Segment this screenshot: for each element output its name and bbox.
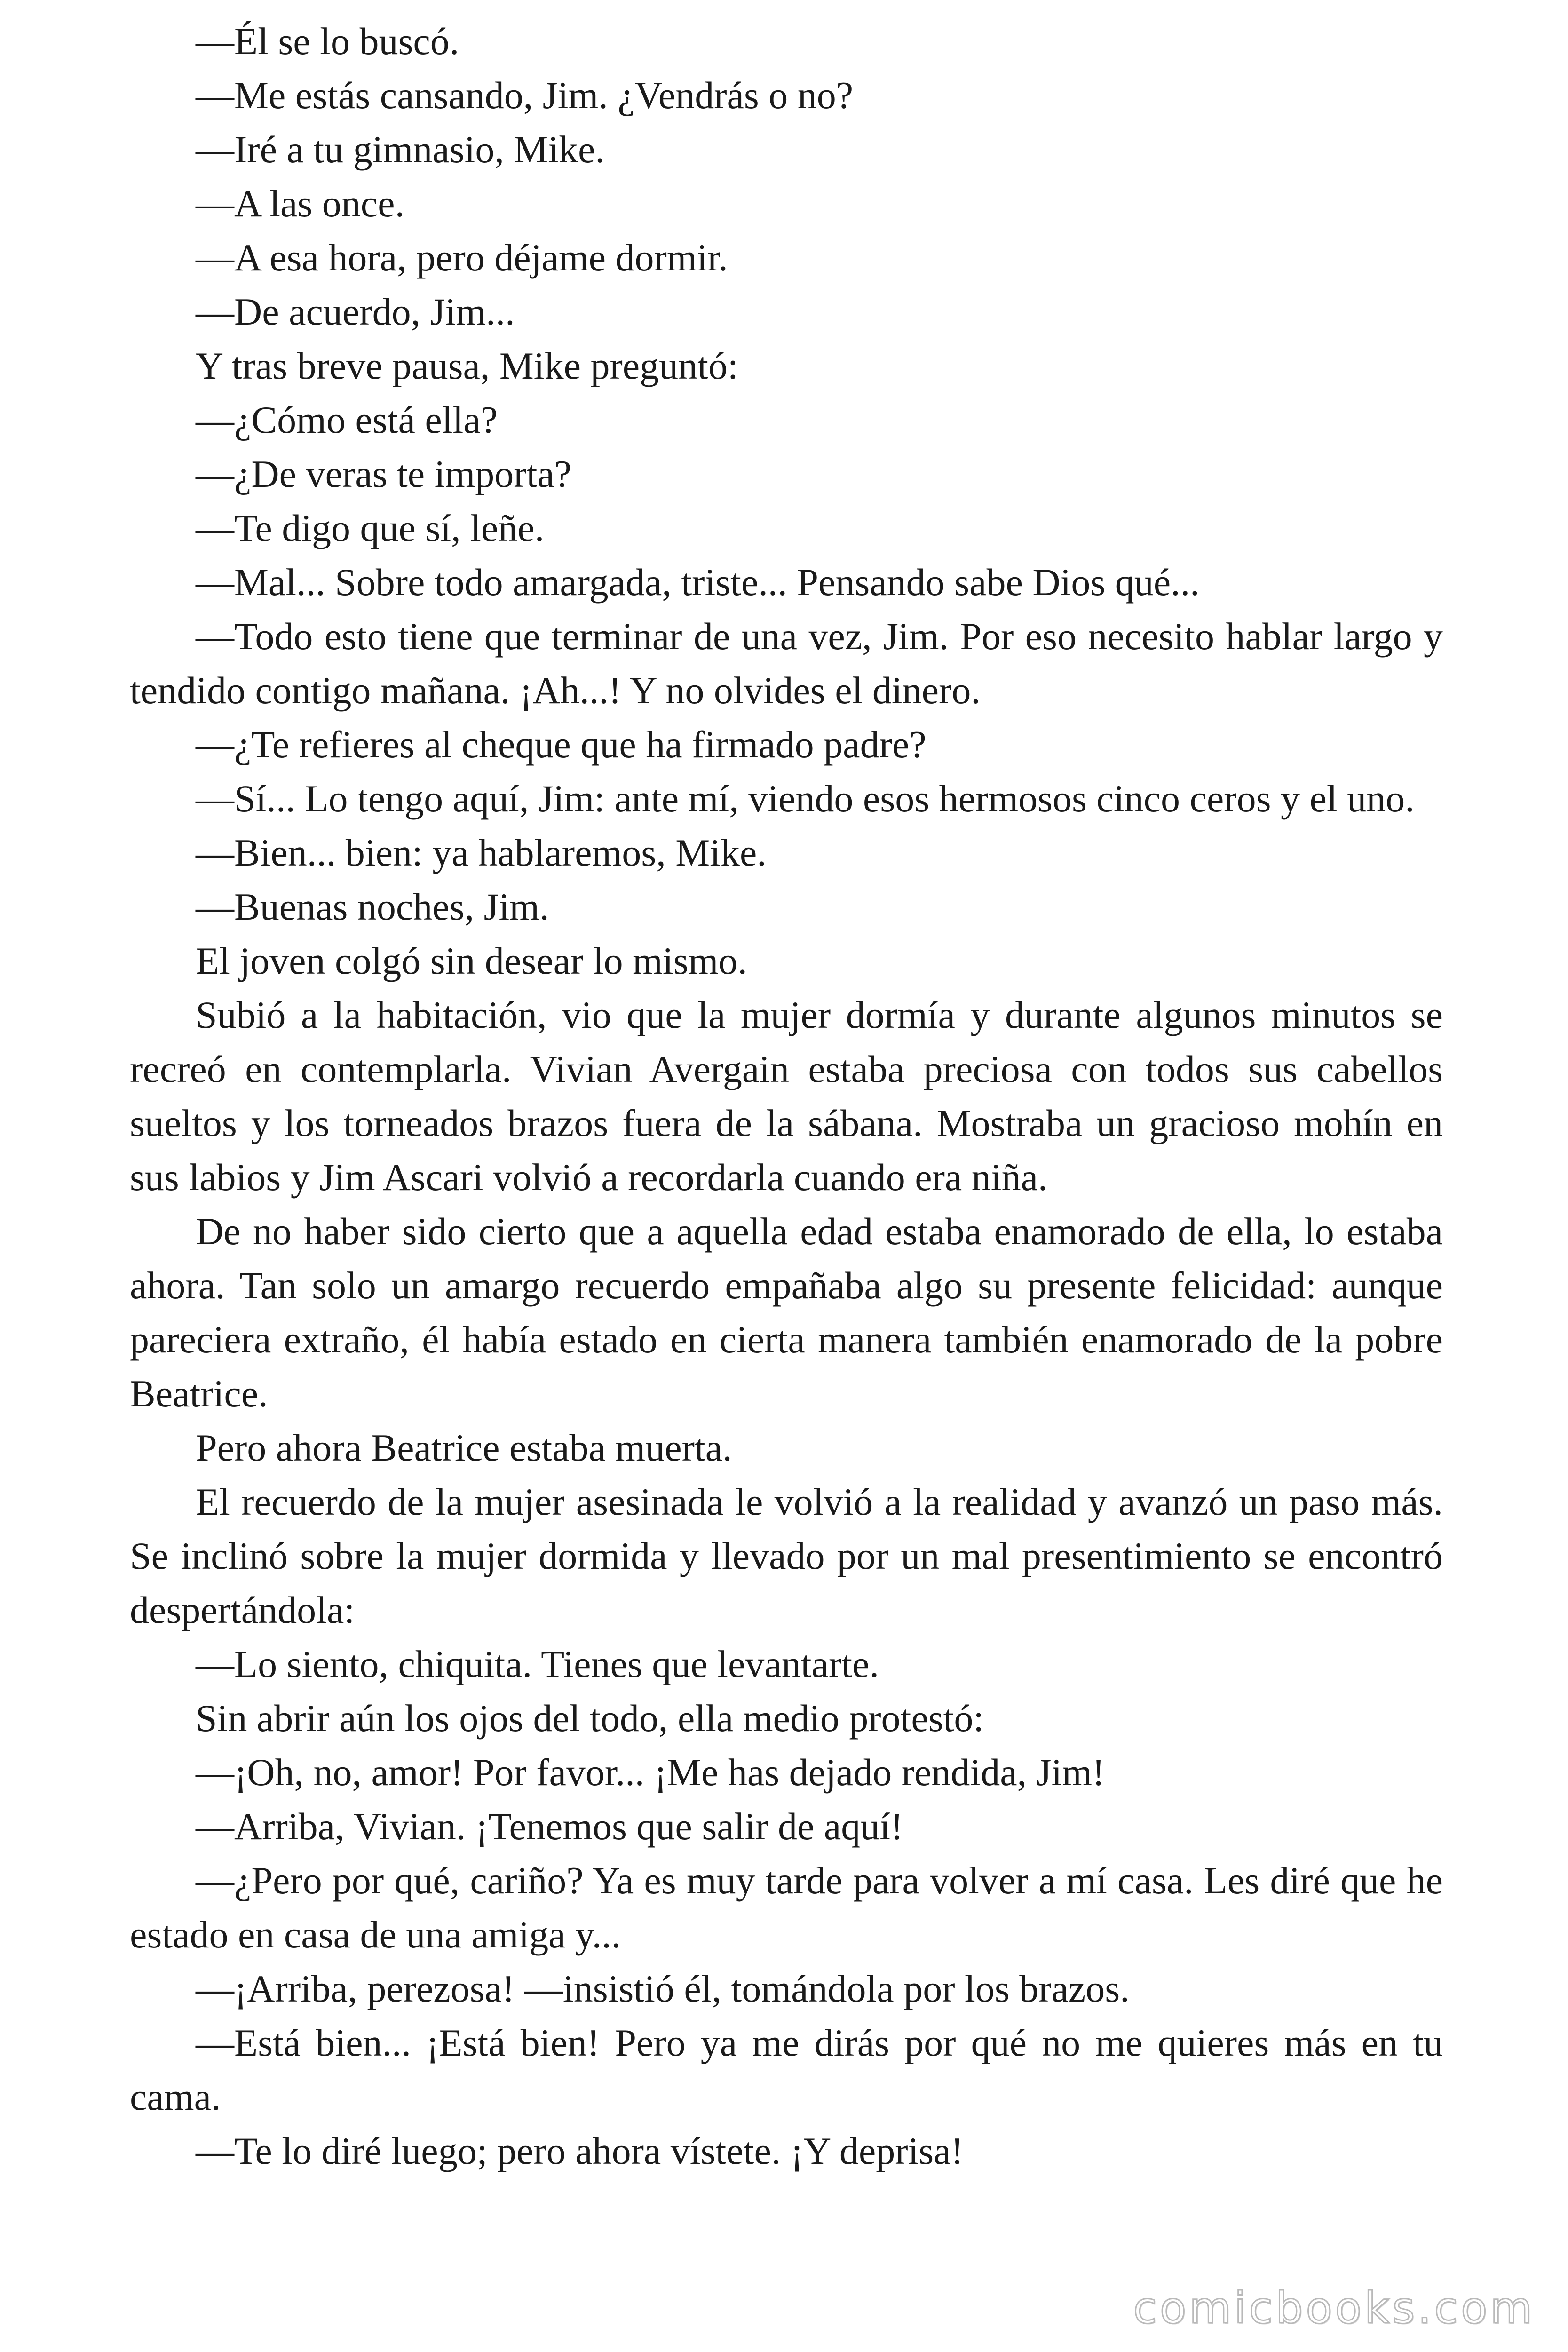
paragraph: —¿Te refieres al cheque que ha firmado padre? (196, 723, 927, 766)
paragraph: —¿De veras te importa? (196, 453, 572, 495)
paragraph: —Arriba, Vivian. ¡Tenemos que salir de aquí! (196, 1805, 903, 1848)
paragraph: —Lo siento, chiquita. Tienes que levantarte. (196, 1643, 879, 1685)
paragraph: Sin abrir aún los ojos del todo, ella medio protestó: (196, 1697, 984, 1740)
watermark: comicbooks.com (1133, 2283, 1535, 2333)
paragraph: —Él se lo buscó. (196, 20, 459, 63)
paragraph: —Te lo diré luego; pero ahora vístete. ¡Y deprisa! (196, 2130, 964, 2172)
paragraph: —¡Oh, no, amor! Por favor... ¡Me has dejado rendida, Jim! (196, 1751, 1105, 1794)
paragraph: El recuerdo de la mujer asesinada le volvió a la realidad y avanzó un paso más. Se inclinó sobre la mujer dormida y llevado por un mal presentimiento se encontró despertándola: (130, 1480, 1443, 1631)
paragraph: —Sí... Lo tengo aquí, Jim: ante mí, viendo esos hermosos cinco ceros y el uno. (196, 777, 1415, 820)
paragraph: —Te digo que sí, leñe. (196, 507, 545, 549)
paragraph: De no haber sido cierto que a aquella edad estaba enamorado de ella, lo estaba ahora. Tan solo un amargo recuerdo empañaba algo su presente felicidad: aunque pareciera extraño, él había estado en cierta manera también enamorado de la pobre Beatrice. (130, 1210, 1443, 1415)
paragraph: Pero ahora Beatrice estaba muerta. (196, 1426, 732, 1469)
page-body-text (130, 14, 1443, 2178)
paragraph: —¿Pero por qué, cariño? Ya es muy tarde para volver a mí casa. Les diré que he estado en casa de una amiga y... (130, 1859, 1443, 1956)
paragraph: —Buenas noches, Jim. (196, 885, 549, 928)
paragraph: —De acuerdo, Jim... (196, 290, 515, 333)
paragraph: —A esa hora, pero déjame dormir. (196, 236, 728, 279)
paragraph: —Está bien... ¡Está bien! Pero ya me dirás por qué no me quieres más en tu cama. (130, 2021, 1443, 2118)
paragraph: —A las once. (196, 182, 405, 225)
paragraph: Subió a la habitación, vio que la mujer dormía y durante algunos minutos se recreó en contemplarla. Vivian Avergain estaba preciosa con todos sus cabellos sueltos y los torneados brazos fuera de la sábana. Mostraba un gracioso mohín en sus labios y Jim Ascari volvió a recordarla cuando era niña. (130, 993, 1443, 1199)
paragraph: —Iré a tu gimnasio, Mike. (196, 128, 605, 171)
paragraph: —Bien... bien: ya hablaremos, Mike. (196, 831, 767, 874)
paragraph: Y tras breve pausa, Mike preguntó: (196, 344, 738, 387)
paragraph: —Me estás cansando, Jim. ¿Vendrás o no? (196, 74, 854, 117)
paragraph: —Mal... Sobre todo amargada, triste... Pensando sabe Dios qué... (196, 561, 1200, 604)
paragraph: —¡Arriba, perezosa! —insistió él, tomándola por los brazos. (196, 1967, 1130, 2010)
paragraph: —Todo esto tiene que terminar de una vez, Jim. Por eso necesito hablar largo y tendido contigo mañana. ¡Ah...! Y no olvides el dinero. (130, 615, 1443, 712)
paragraph: —¿Cómo está ella? (196, 398, 498, 441)
paragraph: El joven colgó sin desear lo mismo. (196, 939, 747, 982)
